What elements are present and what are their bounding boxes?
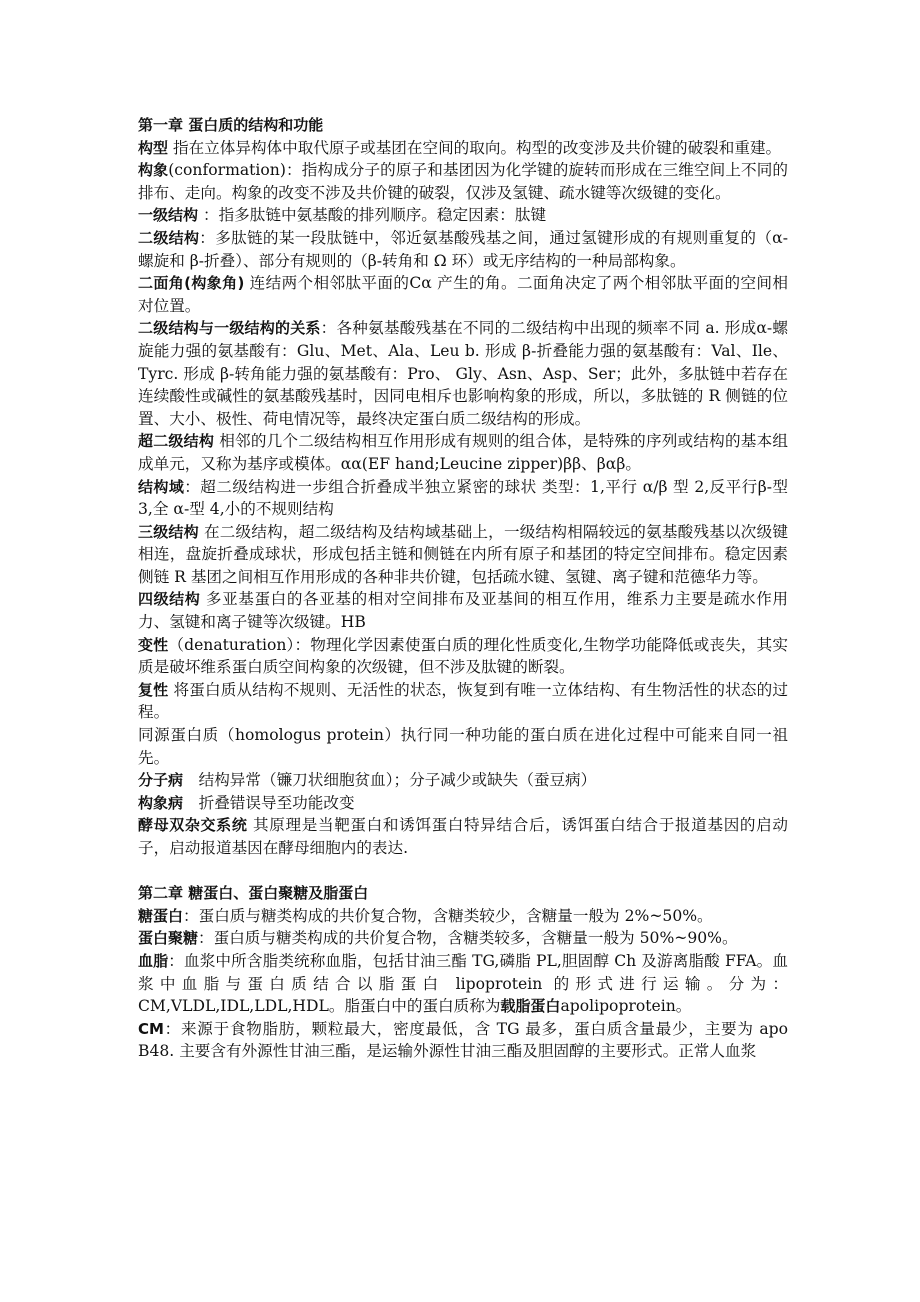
para-domain: 结构域：超二级结构进一步组合折叠成半独立紧密的球状 类型：1,平行 α/β 型 2,反平行β-型 3,全 α-型 4,小的不规则结构: [138, 477, 788, 519]
para-structure-relation: 二级结构与一级结构的关系：各种氨基酸残基在不同的二级结构中出现的频率不同 a. 形成α-螺旋能力强的氨基酸有：Glu、Met、Ala、Leu b. 形成 β-折叠能力强的氨基酸有：Val、Ile、Tyrc. 形成 β-转角能力强的氨基酸有：Pro、 Gly、Asn、Asp、Ser；此外，多肽链中若存在连续酸性或碱性的氨基酸残基时，因同电相斥也影响构象的形成，所以，多肽链的 R 侧链的位置、大小、极性、荷电情况等，最终决定蛋白质二级结构的形成。: [138, 319, 788, 428]
para-secondary-structure: 二级结构：多肽链的某一段肽链中，邻近氨基酸残基之间，通过氢键形成的有规则重复的（α-螺旋和 β-折叠）、部分有规则的（β-转角和 Ω 环）或无序结构的一种局部构象。: [138, 228, 788, 270]
chapter-1-title: 第一章 蛋白质的结构和功能: [138, 116, 324, 134]
para-homologous-protein: 同源蛋白质（homologus protein）执行同一种功能的蛋白质在进化过程中可能来自同一祖先。: [138, 726, 788, 767]
para-supersecondary: 超二级结构 相邻的几个二级结构相互作用形成有规则的组合体，是特殊的序列或结构的基本组成单元，又称为基序或模体。αα(EF hand;Leucine zipper)ββ、βαβ。: [138, 432, 788, 473]
para-yeast-two-hybrid: 酵母双杂交系统 其原理是当靶蛋白和诱饵蛋白特异结合后，诱饵蛋白结合于报道基因的启动子，启动报道基因在酵母细胞内的表达.: [138, 816, 788, 857]
para-cm: CM：来源于食物脂肪，颗粒最大，密度最低，含 TG 最多，蛋白质含量最少，主要为 apo B48. 主要含有外源性甘油三酯，是运输外源性甘油三酯及胆固醇的主要形式。正常人血浆: [138, 1019, 788, 1061]
para-tertiary: 三级结构 在二级结构，超二级结构及结构域基础上，一级结构相隔较远的氨基酸残基以次级键相连，盘旋折叠成球状，形成包括主链和侧链在内所有原子和基团的特定空间排布。稳定因素 侧链 R 基团之间相互作用形成的各种非共价键，包括疏水键、氢键、离子键和范德华力等。: [138, 522, 788, 586]
chapter-2-title: 第二章 糖蛋白、蛋白聚糖及脂蛋白: [138, 884, 369, 903]
para-molecular-disease: 分子病 结构异常（镰刀状细胞贫血）；分子减少或缺失（蚕豆病）: [138, 771, 597, 790]
para-renaturation: 复性 将蛋白质从结构不规则、无活性的状态，恢复到有唯一立体结构、有生物活性的状态的过程。: [138, 680, 788, 722]
para-conformation: 构象(conformation)：指构成分子的原子和基团因为化学键的旋转而形成在三维空间上不同的排布、走向。构象的改变不涉及共价键的破裂，仅涉及氢键、疏水键等次级键的变化。: [138, 161, 788, 202]
para-conformational-disease: 构象病 折叠错误导至功能改变: [138, 793, 355, 812]
para-proteoglycan: 蛋白聚糖：蛋白质与糖类构成的共价复合物，含糖类较多，含糖量一般为 50%~90%。: [138, 929, 738, 948]
para-quaternary: 四级结构 多亚基蛋白的各亚基的相对空间排布及亚基间的相互作用，维系力主要是疏水作用力、氢键和离子键等次级键。HB: [138, 590, 788, 632]
para-glycoprotein: 糖蛋白：蛋白质与糖类构成的共价复合物，含糖类较少，含糖量一般为 2%~50%。: [138, 906, 713, 925]
para-primary-structure: 一级结构 ：指多肽链中氨基酸的排列顺序。稳定因素：肽键: [138, 206, 547, 225]
para-blood-lipid: 血脂：血浆中所含脂类统称血脂，包括甘油三酯 TG,磷脂 PL,胆固醇 Ch 及游离脂酸 FFA。血浆中血脂与蛋白质结合以脂蛋白 lipoprotein 的形式进行运输。分为：CM,VLDL,IDL,LDL,HDL。脂蛋白中的蛋白质称为载脂蛋白apolipoprotein。: [138, 951, 788, 1016]
para-configuration: 构型 指在立体异构体中取代原子或基团在空间的取向。构型的改变涉及共价键的破裂和重建。: [138, 138, 782, 157]
para-denaturation: 变性（denaturation）：物理化学因素使蛋白质的理化性质变化,生物学功能降低或丧失，其实质是破坏维系蛋白质空间构象的次级键，但不涉及肽键的断裂。: [138, 635, 788, 677]
blank-line: [138, 860, 788, 883]
document-body: [138, 114, 788, 1063]
para-dihedral-angle: 二面角(构象角) 连结两个相邻肽平面的Cα 产生的角。二面角决定了两个相邻肽平面的空间相对位置。: [138, 274, 788, 315]
